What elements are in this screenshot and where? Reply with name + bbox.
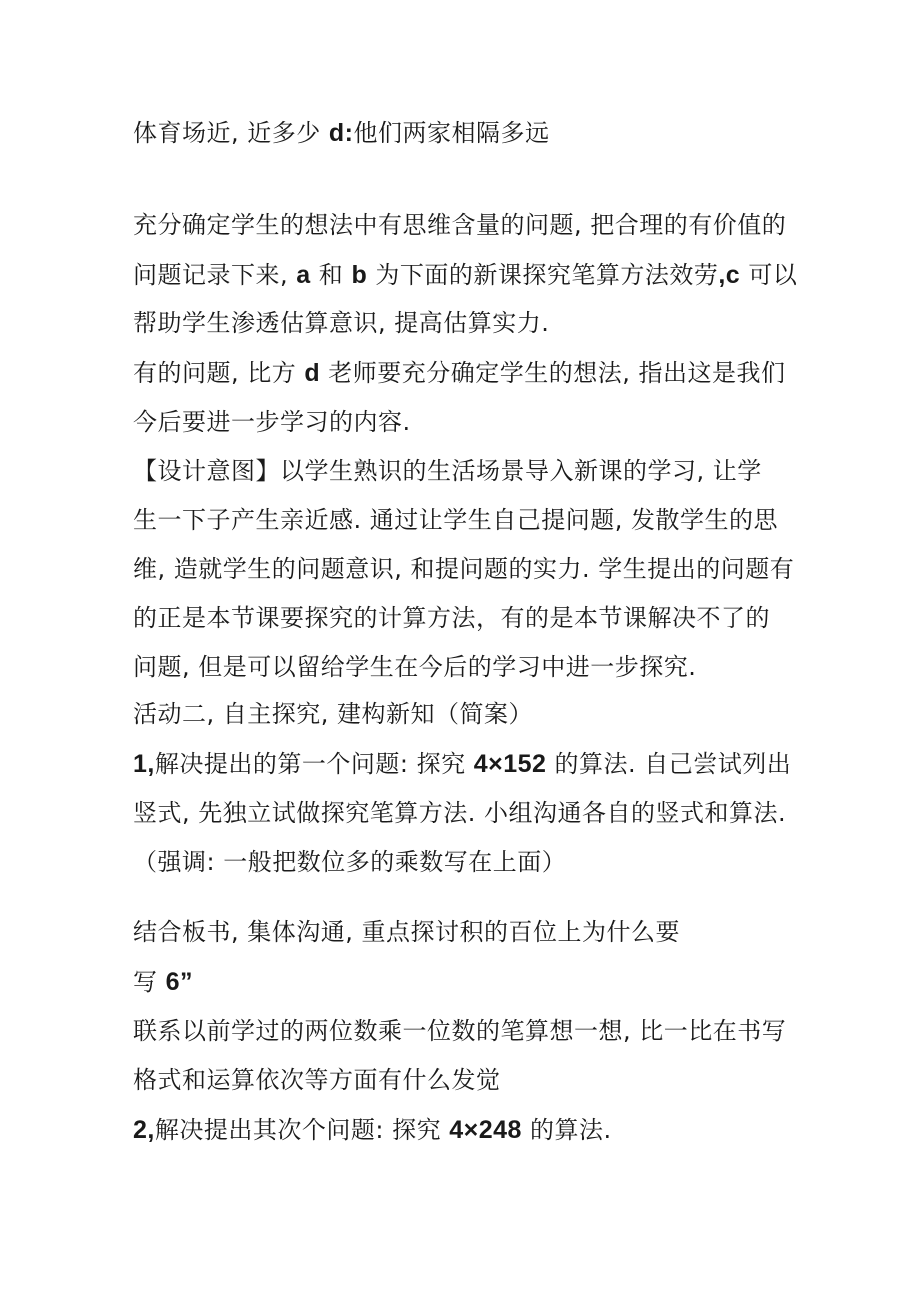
text-line bbox=[133, 405, 411, 439]
text-line bbox=[133, 1063, 501, 1097]
text-line bbox=[133, 208, 786, 242]
text-line bbox=[133, 356, 786, 390]
text-segment: 老师要充分确定学生的想法, 指出这是我们 bbox=[320, 359, 786, 387]
text-segment: 的正是本节课要探究的计算方法，有的是本节课解决不了的 bbox=[133, 604, 770, 632]
text-line bbox=[133, 306, 549, 340]
text-segment: 竖式, 先独立试做探究笔算方法. 小组沟通各自的竖式和算法. bbox=[133, 799, 787, 827]
bold-segment: 2, bbox=[133, 1116, 155, 1144]
bold-segment: 4×152 bbox=[473, 750, 547, 778]
bold-segment: ,c bbox=[718, 261, 741, 289]
text-segment: 问题记录下来, bbox=[133, 261, 297, 289]
text-line bbox=[133, 601, 770, 635]
text-segment: 格式和运算依次等方面有什么发觉 bbox=[133, 1066, 501, 1094]
text-line bbox=[133, 697, 533, 731]
text-line bbox=[133, 845, 566, 879]
text-segment: 维, 造就学生的问题意识, 和提问题的实力. 学生提出的问题有 bbox=[133, 555, 795, 583]
text-segment: 今后要进一步学习的内容. bbox=[133, 408, 411, 436]
text-line bbox=[133, 915, 680, 949]
text-line bbox=[133, 552, 794, 586]
text-line bbox=[133, 116, 550, 150]
text-segment: 体育场近, 近多少 bbox=[133, 119, 329, 147]
text-line bbox=[133, 1014, 786, 1048]
text-segment: 写 bbox=[133, 968, 166, 996]
text-segment: 充分确定学生的想法中有思维含量的问题, 把合理的有价值的 bbox=[133, 211, 787, 239]
text-segment: 帮助学生渗透估算意识, 提高估算实力. bbox=[133, 309, 550, 337]
text-segment: 【设计意图】以学生熟识的生活场景导入新课的学习, 让学 bbox=[133, 457, 762, 485]
text-segment: 为下面的新课探究笔算方法效劳 bbox=[367, 261, 719, 289]
text-line bbox=[133, 796, 786, 830]
text-segment: 解决提出的第一个问题: 探究 bbox=[154, 750, 474, 778]
bold-segment: 6” bbox=[165, 968, 194, 996]
text-segment: （强调: 一般把数位多的乘数写在上面） bbox=[133, 848, 567, 876]
text-segment: 生一下子产生亲近感. 通过让学生自己提问题, 发散学生的思 bbox=[133, 506, 779, 534]
text-segment: 解决提出其次个问题: 探究 bbox=[154, 1116, 450, 1144]
bold-segment: 4×248 bbox=[449, 1116, 522, 1144]
bold-segment: d: bbox=[328, 119, 354, 147]
text-line bbox=[133, 1113, 612, 1147]
text-segment: 问题, 但是可以留给学生在今后的学习中进一步探究. bbox=[133, 653, 697, 681]
text-segment: 的算法. bbox=[521, 1116, 612, 1144]
text-line bbox=[133, 650, 696, 684]
text-line bbox=[133, 965, 193, 999]
bold-segment: b bbox=[351, 261, 368, 289]
text-segment: 和 bbox=[310, 261, 352, 289]
text-segment: 有的问题, 比方 bbox=[133, 359, 305, 387]
bold-segment: a bbox=[296, 261, 311, 289]
text-segment: 联系以前学过的两位数乘一位数的笔算想一想, 比一比在书写 bbox=[133, 1017, 787, 1045]
text-segment: 活动二, 自主探究, 建构新知（简案） bbox=[133, 700, 534, 728]
text-line bbox=[133, 747, 791, 781]
bold-segment: d bbox=[304, 359, 321, 387]
bold-segment: 1, bbox=[133, 750, 155, 778]
text-segment: 结合板书, 集体沟通, 重点探讨积的百位上为什么要 bbox=[133, 918, 681, 946]
text-line bbox=[133, 258, 797, 292]
text-segment: 他们两家相隔多远 bbox=[353, 119, 550, 147]
text-line bbox=[133, 503, 778, 537]
text-line bbox=[133, 454, 762, 488]
text-segment: 可以 bbox=[740, 261, 798, 289]
text-segment: 的算法. 自己尝试列出 bbox=[546, 750, 792, 778]
